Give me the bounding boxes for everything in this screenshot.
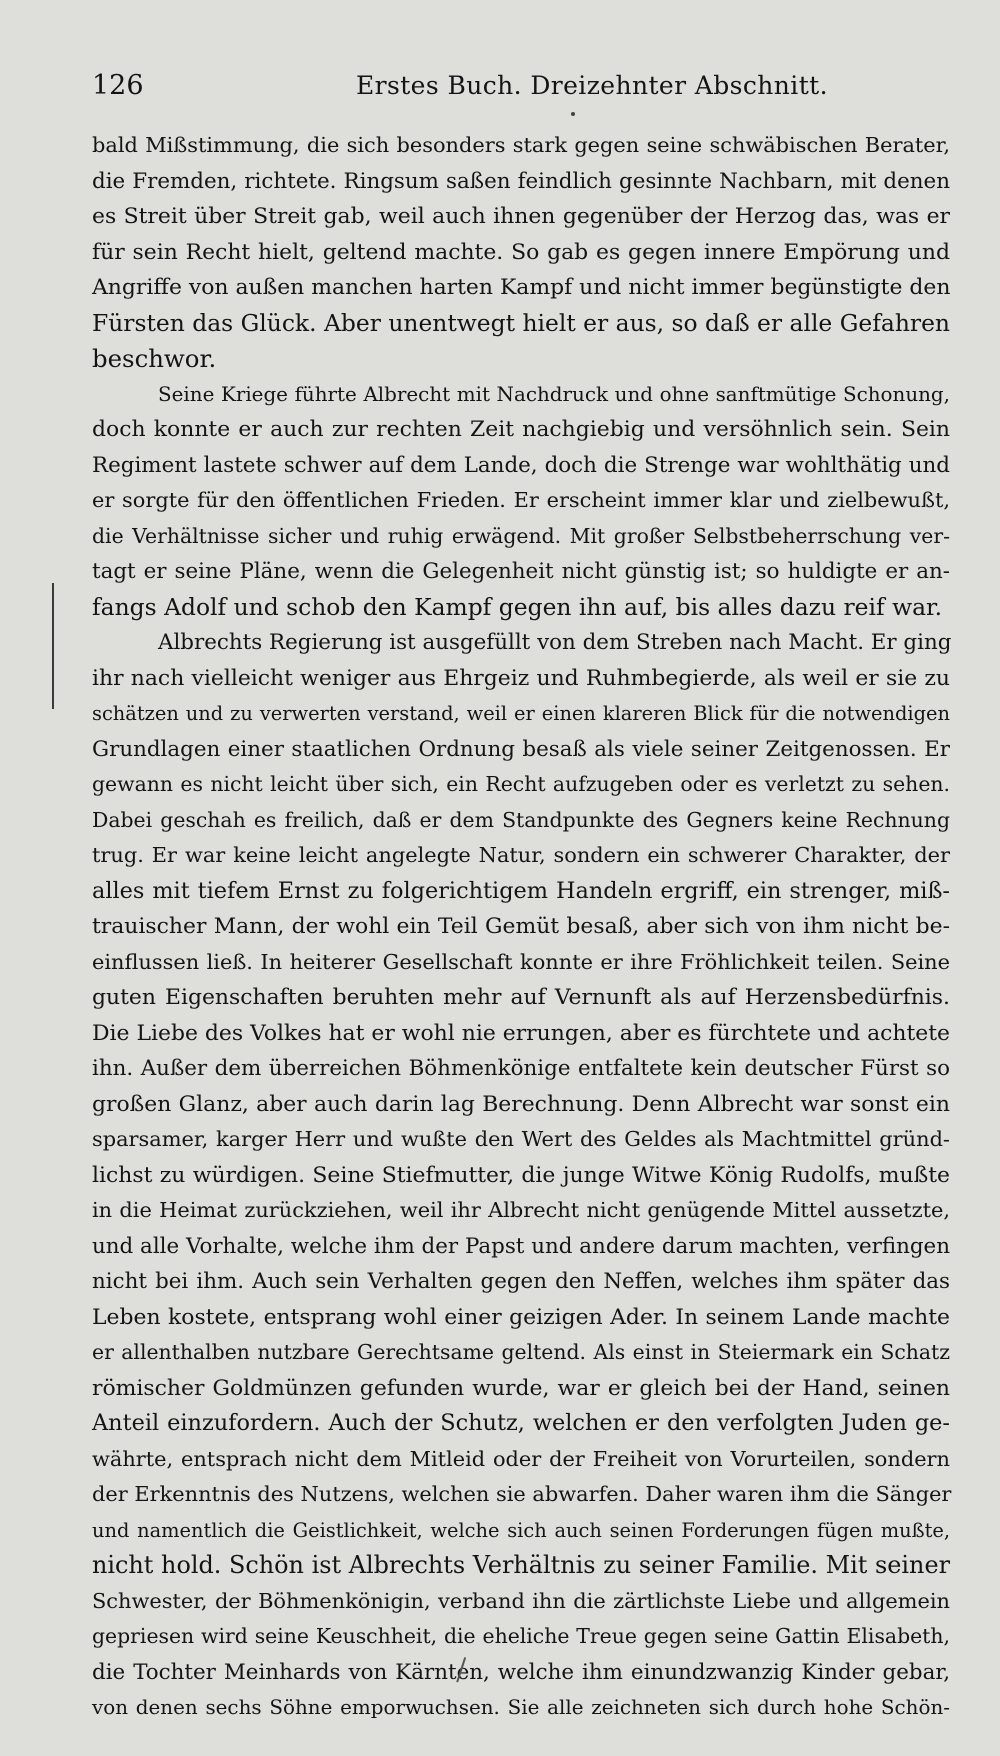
text-line: guten Eigenschaften beruhten mehr auf Vernunft als auf Herzensbedürfnis. [92, 985, 950, 1010]
text-line: Dabei geschah es freilich, daß er dem Standpunkte des Gegners keine Rechnung [92, 807, 950, 832]
text-line: Anteil einzufordern. Auch der Schutz, welchen er den verfolgten Juden ge- [92, 1410, 950, 1436]
text-line: Schwester, der Böhmenkönigin, verband ihn die zärtlichste Liebe und allgemein [92, 1588, 950, 1613]
running-head: Erstes Buch. Dreizehnter Abschnitt. [356, 71, 828, 100]
page-header [92, 70, 912, 110]
text-line: einflussen ließ. In heiterer Gesellschaft konnte er ihre Fröhlichkeit teilen. Seine [92, 949, 950, 974]
text-line: trauischer Mann, der wohl ein Teil Gemüt besaß, aber sich von ihm nicht be- [92, 914, 950, 939]
paragraph-3 [92, 625, 950, 1726]
text-line: sparsamer, karger Herr und wußte den Wert des Geldes als Machtmittel gründ- [92, 1127, 950, 1151]
text-line: Leben kostete, entsprang wohl einer geizigen Ader. In seinem Lande machte [92, 1304, 950, 1330]
text-line: er allenthalben nutzbare Gerechtsame geltend. Als einst in Steiermark ein Schatz [92, 1340, 950, 1364]
text-line: nicht bei ihm. Auch sein Verhalten gegen den Neffen, welches ihm später das [92, 1269, 950, 1294]
text-line: Die Liebe des Volkes hat er wohl nie errungen, aber es fürchtete und achtete [92, 1020, 950, 1046]
text-line: ihr nach vielleicht weniger aus Ehrgeiz und Ruhmbegierde, als weil er sie zu [92, 665, 950, 691]
text-line: und namentlich die Geistlichkeit, welche sich auch seinen Forderungen fügen mußte, [92, 1518, 950, 1542]
text-line: lichst zu würdigen. Seine Stiefmutter, die junge Witwe König Rudolfs, mußte [92, 1162, 950, 1188]
text-line: gepriesen wird seine Keuschheit, die eheliche Treue gegen seine Gattin Elisabeth, [92, 1624, 950, 1648]
text-line: römischer Goldmünzen gefunden wurde, war er gleich bei der Hand, seinen [92, 1375, 950, 1401]
text-line: ihn. Außer dem überreichen Böhmenkönige entfaltete kein deutscher Fürst so [92, 1056, 950, 1081]
text-line: Angriffe von außen manchen harten Kampf und nicht immer begünstigte den [92, 275, 951, 300]
paragraph-1 [92, 128, 950, 377]
text-line: schätzen und zu verwerten verstand, weil er einen klareren Blick für die notwendigen [92, 702, 950, 725]
text-line: alles mit tiefem Ernst zu folgerichtigem Handeln ergriff, ein strenger, miß- [92, 877, 950, 904]
text-line: die Tochter Meinhards von Kärnten, welche ihm einundzwanzig Kinder gebar, [92, 1659, 950, 1685]
margin-mark [52, 583, 54, 709]
body-text [92, 128, 950, 1726]
text-line: tagt er seine Pläne, wenn die Gelegenheit nicht günstig ist; so huldigte er an- [92, 559, 950, 584]
text-line: und alle Vorhalte, welche ihm der Papst und andere darum machten, verfingen [92, 1233, 950, 1259]
ink-speck [571, 112, 575, 116]
text-line: die Verhältnisse sicher und ruhig erwägend. Mit großer Selbstbeherrschung ver- [92, 523, 950, 548]
paragraph-2 [92, 377, 950, 626]
text-line: beschwor. [92, 344, 217, 373]
text-line: Fürsten das Glück. Aber unentwegt hielt er aus, so daß er alle Gefahren [92, 308, 950, 337]
text-line: gewann es nicht leicht über sich, ein Recht aufzugeben oder es verletzt zu sehen. [92, 772, 950, 796]
text-line: Albrechts Regierung ist ausgefüllt von dem Streben nach Macht. Er ging [158, 630, 952, 655]
page-number: 126 [92, 70, 144, 101]
text-line: trug. Er war keine leicht angelegte Natur, sondern ein schwerer Charakter, der [92, 843, 950, 867]
text-line: die Fremden, richtete. Ringsum saßen feindlich gesinnte Nachbarn, mit denen [92, 168, 950, 194]
text-line: Seine Kriege führte Albrecht mit Nachdruck und ohne sanftmütige Schonung, [158, 382, 950, 406]
text-line: fangs Adolf und schob den Kampf gegen ihn auf, bis alles dazu reif war. [92, 592, 943, 621]
text-line: Regiment lastete schwer auf dem Lande, doch die Strenge war wohlthätig und [92, 452, 950, 478]
text-line: für sein Recht hielt, geltend machte. So gab es gegen innere Empörung und [92, 239, 950, 265]
text-line: großen Glanz, aber auch darin lag Berechnung. Denn Albrecht war sonst ein [92, 1091, 950, 1117]
text-line: in die Heimat zurückziehen, weil ihr Albrecht nicht genügende Mittel aussetzte, [92, 1198, 950, 1222]
text-line: er sorgte für den öffentlichen Frieden. Er erscheint immer klar und zielbewußt, [92, 488, 950, 512]
text-line: es Streit über Streit gab, weil auch ihnen gegenüber der Herzog das, was er [92, 204, 950, 229]
text-line: der Erkenntnis des Nutzens, welchen sie abwarfen. Daher waren ihm die Sänger [92, 1482, 952, 1506]
text-line: bald Mißstimmung, die sich besonders stark gegen seine schwäbischen Berater, [92, 133, 950, 157]
text-line: nicht hold. Schön ist Albrechts Verhältnis zu seiner Familie. Mit seiner [92, 1551, 950, 1579]
text-line: Grundlagen einer staatlichen Ordnung besaß als viele seiner Zeitgenossen. Er [92, 736, 950, 762]
text-line: währte, entsprach nicht dem Mitleid oder der Freiheit von Vorurteilen, sondern [92, 1446, 950, 1471]
text-line: doch konnte er auch zur rechten Zeit nachgiebig und versöhnlich sein. Sein [92, 417, 950, 442]
text-line: von denen sechs Söhne emporwuchsen. Sie alle zeichneten sich durch hohe Schön- [92, 1696, 950, 1719]
